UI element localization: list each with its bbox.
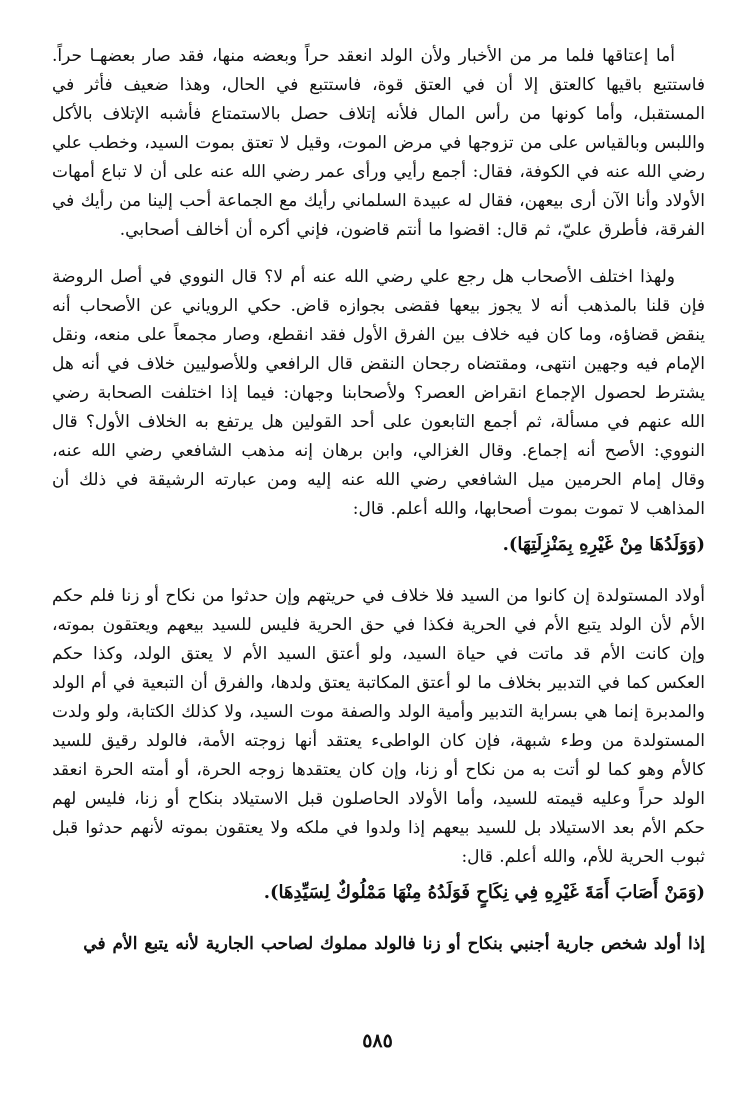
section-heading: (وَوَلَدُهَا مِنْ غَيْرِهِ بِمَنْزِلَتِهَا). xyxy=(502,534,705,555)
paragraph: إذا أولد شخص جارية أجنبي بنكاح أو زنا فالولد مملوك لصاحب الجارية لأنه يتبع الأم في xyxy=(83,934,705,954)
paragraph-gap xyxy=(52,564,705,582)
page-number: ٥٨٥ xyxy=(362,1030,393,1052)
section-heading: (وَمَنْ أَصَابَ أَمَةَ غَيْرِهِ فِي نِكَاحٍ فَوَلَدُهُ مِنْهَا مَمْلُوكٌ لِسَيِّدِهَا). xyxy=(263,882,705,903)
paragraph: أما إعتاقها فلما مر من الأخبار ولأن الولد انعقد حراً وبعضه منها، فقد صار بعضهـا حراً. فاستتبع باقيها كالعتق إلا أن في العتق قوة، فاستتبع في الحال، وهذا ضعيف فأثر في المستقبل، وأما كونها من رأس المال فلأنه إتلاف حصل بالاستمتاع فأشبه الإتلاف بالأكل واللبس وبالقياس على من تزوجها في مرض الموت، وقيل لا تعتق بموت السيد، وخطب علي رضي الله عنه في الكوفة، فقال: أجمع رأيي ورأى عمر رضي الله عنه على أن لا تباع أمهات الأولاد وأنا الآن أرى بيعهن، فقال له عبيدة السلماني رأيك مع الجماعة أحب إلينا من رأيك في الفرقة، فأطرق عليّ، ثم قال: اقضوا ما أنتم قاضون، فإني أكره أن أخالف أصحابي. xyxy=(52,46,705,240)
paragraph-gap xyxy=(52,245,705,263)
paragraph: أولاد المستولدة إن كانوا من السيد فلا خلاف في حريتهم وإن حدثوا من نكاح أو زنا فلم حكم الأم لأن الولد يتبع الأم في الحرية فكذا في حق الحرية فليس للسيد بيعهم ويعتقون بموته، وإن كانت الأم قد ماتت في حياة السيد، ولو أعتق السيد الأم لا يعتق الولد، وكذا حكم العكس كما في التدبير بخلاف ما لو أعتق المكاتبة يعتق ولدها، والفرق أن التبعية في أم الولد والمدبرة إنما هي بسراية التدبير وأمية الولد والصفة موت السيد، ولا كذلك الكتابة، ولو ولدت المستولدة من وطء شبهة، فإن كان الواطىء يعتقد أنها زوجته الأمة، فالولد رقيق للسيد كالأم وهو كما لو أتت به من نكاح أو زنا، وإن كان يعتقدها زوجه الحرة، أو أمته الحرة انعقد الولد حراً وعليه قيمته للسيد، وأما الأولاد الحاصلون قبل الاستيلاد بنكاح أو زنا، فليس لهم حكم الأم بعد الاستيلاد بل للسيد بيعهم إذا ولدوا في ملكه ولا يعتقون بموته لأنهم حدثوا قبل ثبوب الحرية للأم، والله أعلم. قال: xyxy=(51,586,705,867)
paragraph-gap xyxy=(52,912,705,930)
paragraph: ولهذا اختلف الأصحاب هل رجع علي رضي الله عنه أم لا؟ قال النووي في أصل الروضة فإن قلنا بالمذهب أنه لا يجوز بيعها فقضى بجوازه قاض. حكي الروياني عن الأصحاب أنه ينقض قضاؤه، وما كان فيه خلاف بين الفرق الأول فقد انقطع، وصار مجمعاً على منعه، ونقل الإمام فيه وجهين انتهى، ومقتضاه رجحان النقض قال الرافعي وللأصوليين خلاف في أنه هل يشترط لحصول الإجماع انقراض العصر؟ ولأصحابنا وجهان: فيما إذا اختلفت الصحابة رضي الله عنهم في مسألة، ثم أجمع التابعون على أحد القولين هل يرتفع به الخلاف الأول؟ قال النووي: الأصح أنه إجماع. وقال الغزالي، وابن برهان إنه مذهب الشافعي رضي الله عنه، وقال إمام الحرمين ميل الشافعي رضي الله عنه إليه ومن عبارته الرشيقة في ذلك أن المذاهب لا تموت بموت أصحابها، والله أعلم. قال: xyxy=(52,267,705,519)
